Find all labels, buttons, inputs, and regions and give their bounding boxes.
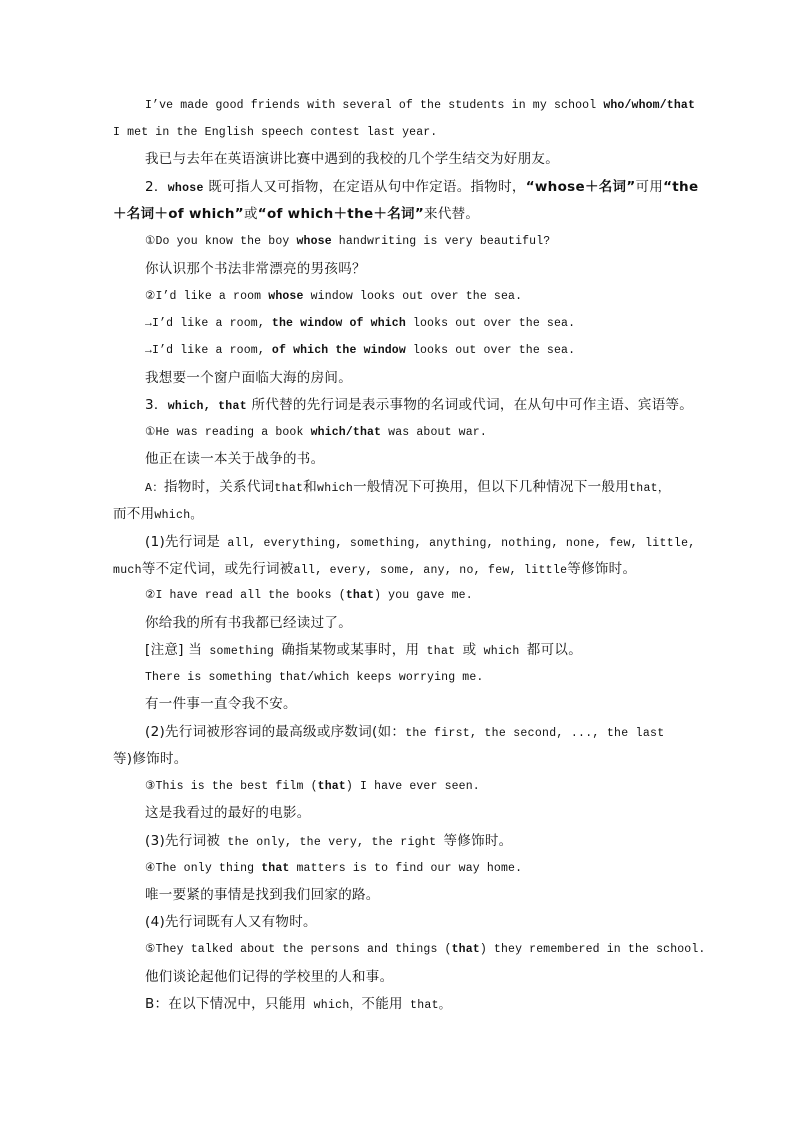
translation-line [145,805,311,821]
text-run: 来代替。 [424,206,480,222]
text-run: 确指某物或某事时，用 [281,642,420,658]
translation-line [145,969,393,985]
translation-line [145,887,380,903]
text-run: →I’d like a room, [145,344,272,357]
text-run: which [317,482,354,495]
rule-continuation-line [113,751,188,767]
text-run: ①Do you know the boy [145,235,297,248]
bold-keyword: of which the window [271,344,406,357]
rule-continuation-line [113,561,636,579]
text-run: that [419,645,463,658]
example-sentence-line [145,861,522,877]
translation-line [145,615,352,631]
text-run: ②I’d like a room [145,290,269,303]
text-run: (3)先行词被 [145,833,221,849]
text-run: 你认识那个书法非常漂亮的男孩吗？ [145,261,366,277]
text-run: 或 [462,642,477,658]
text-run: all, everything, something, anything, nothing, none, few, little, [220,537,696,550]
text-run: 一般情况下可换用，但以下几种情况下一般用 [353,479,630,495]
text-run: I’ve made good friends with several of the students in my school [145,99,604,112]
text-run: 修饰时。 [132,751,188,767]
text-run: 有一件事一直令我不安。 [145,696,297,712]
rule-item-line [145,833,512,851]
bold-keyword: ＋名词＋of which” [113,206,244,222]
text-run: 他们谈论起他们记得的学校里的人和事。 [145,969,394,985]
text-run: 所代替的先行词是表示事物的名词或代词，在从句中可作主语、宾语等。 [246,397,694,413]
example-sentence-line [145,779,480,795]
rule-heading-line [145,479,670,497]
text-run: 等) [113,751,133,767]
example-sentence-line [145,316,575,332]
text-run: matters is to find our way home. [289,862,523,875]
text-run: →I’d like a room, [145,317,272,330]
text-run: ) you gave me. [374,589,473,602]
text-run: all, every, some, any, no, few, little [293,564,568,577]
text-run: 可用 [635,179,664,195]
bold-keyword: that [345,589,375,602]
text-run: (1)先行词是 [145,534,221,550]
example-sentence-line [145,588,473,604]
text-run: looks out over the sea. [405,344,576,357]
bold-keyword: who/whom/that [603,99,695,112]
rule-item-line [145,534,696,552]
bold-keyword: whose [167,182,204,195]
text-run: 我想要一个窗户面临大海的房间。 [145,370,352,386]
text-run: 我已与去年在英语演讲比赛中遇到的我校的几个学生结交为好朋友。 [145,151,559,167]
text-run: handwriting is very beautiful? [331,235,551,248]
bold-keyword: which, that [167,400,247,413]
bold-keyword: the window of which [271,317,406,330]
text-run: 等修饰时。 [443,833,513,849]
text-run: 他正在读一本关于战争的书。 [145,451,325,467]
translation-line [145,370,352,386]
rule-heading-line [145,179,698,197]
bold-keyword: which/that [310,426,382,439]
bold-keyword: that [261,862,290,875]
text-run: looks out over the sea. [405,317,576,330]
translation-line [145,696,297,712]
translation-line [145,261,366,277]
rule-item-line [145,724,664,742]
bold-keyword: that [317,780,346,793]
text-run: was about war. [381,426,487,439]
example-sentence-line [145,942,705,958]
text-run: which， [306,999,362,1012]
text-run: ④The only thing [145,862,262,875]
example-sentence-line [145,98,695,114]
text-run: A： [145,482,165,495]
text-run: 和 [303,479,318,495]
text-run: that， [629,482,670,495]
text-run: (4)先行词既有人又有物时。 [145,914,317,930]
rule-continuation-line [113,506,202,524]
text-run: [注意] 当 [145,642,203,658]
example-sentence-line [145,289,522,305]
text-run: 这是我看过的最好的电影。 [145,805,311,821]
rule-item-line [145,914,317,930]
text-run: that [274,482,304,495]
text-run: ) they remembered in the school. [479,943,706,956]
text-run: There is something that/which keeps worrying me. [145,671,484,684]
example-sentence-line [113,125,437,141]
rule-continuation-line [113,206,479,222]
text-run: 等修饰时。 [567,561,637,577]
rule-heading-line [145,996,451,1014]
bold-keyword: that [451,943,480,956]
text-run: that。 [402,999,451,1012]
text-run: ⑤They talked about the persons and things ( [145,943,452,956]
text-run: the first, the second, ..., the last [405,727,665,740]
example-sentence-line [145,670,483,686]
text-run: window looks out over the sea. [303,290,523,303]
example-sentence-line [145,425,487,441]
translation-line [145,151,559,167]
bold-keyword: “the [663,179,699,195]
text-run: 2． [145,179,168,195]
text-run: 都可以。 [526,642,582,658]
text-run: ①He was reading a book [145,426,311,439]
text-run: 不能用 [361,996,403,1012]
text-run: ) I have ever seen. [345,780,480,793]
text-run: 唯一要紧的事情是找到我们回家的路。 [145,887,380,903]
bold-keyword: “whose＋名词” [525,179,636,195]
text-run: 而不用 [113,506,155,522]
bold-keyword: whose [296,235,332,248]
text-run: 既可指人又可指物，在定语从句中作定语。指物时， [203,179,526,195]
note-line [145,642,582,660]
translation-line [145,451,324,467]
text-run: ③This is the best film ( [145,780,318,793]
text-run: 3． [145,397,168,413]
bold-keyword: “of which＋the＋名词” [257,206,425,222]
text-run: ②I have read all the books ( [145,589,346,602]
bold-keyword: whose [268,290,304,303]
text-run: which [476,645,527,658]
text-run: 等不定代词，或先行词被 [141,561,294,577]
text-run: 指物时，关系代词 [164,479,275,495]
text-run: B：在以下情况中，只能用 [145,996,307,1012]
example-sentence-line [145,343,575,359]
text-run: I met in the English speech contest last year. [113,126,438,139]
text-run: something [202,645,282,658]
text-run: 或 [243,206,258,222]
example-sentence-line [145,234,550,250]
text-run: which。 [154,509,203,522]
text-run: the only, the very, the right [220,836,444,849]
text-run: much [113,564,142,577]
text-run: (2)先行词被形容词的最高级或序数词(如： [145,724,406,740]
text-run: 你给我的所有书我都已经读过了。 [145,615,352,631]
rule-heading-line [145,397,693,415]
